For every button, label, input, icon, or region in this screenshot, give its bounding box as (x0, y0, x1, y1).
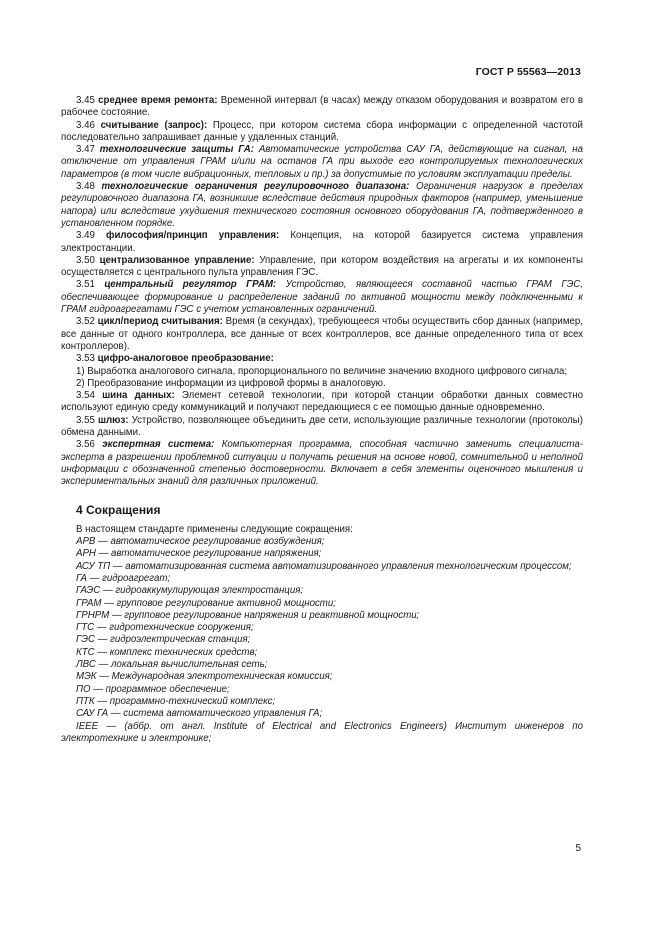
abbreviation: ГТС (76, 622, 95, 634)
definition-item (61, 390, 583, 415)
abbreviation: ГЭС (76, 634, 95, 646)
abbreviation: АСУ ТП (76, 560, 111, 572)
definition-term: цикл/период считывания: (97, 316, 223, 328)
abbreviation: ПО (76, 683, 91, 695)
abbreviation-item: ГА — гидроагрегат; (76, 572, 171, 584)
abbreviation-item: САУ ГА — система автоматического управления ГА; (76, 708, 323, 720)
definition-text: Устройство, являющееся составной частью ГРАМ ГЭС, обеспечивающее формирование и распределение заданий по активной мощности между подключенными к ГРАМ гидроагрегатами ГЭС с учетом установленных ограничений. (61, 279, 583, 316)
list-item: 1) Выработка аналогового сигнала, пропорционального по величине значению входного цифрового сигнала; (76, 365, 568, 377)
page-body (61, 95, 583, 745)
abbreviation-meaning: программно-технический комплекс; (109, 695, 276, 707)
definition-item (61, 439, 583, 488)
abbreviation-meaning: гидроэлектрическая станция; (110, 634, 251, 646)
abbreviation-meaning: автоматизированная система автоматизированного управления технологическим процессом; (125, 560, 572, 572)
abbreviation: ГРАМ (76, 597, 102, 609)
definition-text: Устройство, позволяющее объединить две сети, использующие различные технологии (протоколы) обмена данными. (61, 414, 583, 439)
abbreviation-item: МЭК — Международная электротехническая комиссия; (76, 671, 333, 683)
definition-item (61, 95, 583, 120)
abbreviation-meaning: гидроагрегат; (102, 572, 171, 584)
definition-item (61, 255, 583, 280)
definition-text: Временной интервал (в часах) между отказом оборудования и возвратом его в рабочее состояние. (61, 95, 583, 119)
abbreviation: АРВ (76, 536, 96, 548)
abbreviation-meaning: автоматическое регулирование напряжения; (111, 548, 322, 560)
definition-term: центральный регулятор ГРАМ: (104, 279, 277, 291)
definition-item (61, 353, 583, 365)
definition-text: Ограничения нагрузок в пределах регулировочного диапазона ГА, возникшие вследствие действия природных факторов (например, уменьшение напора) или вследствие ухудшения технического состояния основного оборудования ГА, подтвержденного в установленном порядке. (61, 181, 583, 229)
abbreviation-meaning: (аббр. от англ. Institute of Electrical and Electronics Engineers) Институт инженеров по электротехнике и электронике; (61, 720, 584, 744)
section-title: 4 Сокращения (76, 502, 161, 517)
definition-term: централизованное управление: (99, 254, 255, 266)
abbreviation-item: ПТК — программно-технический комплекс; (76, 695, 276, 707)
definition-term: технологические защиты ГА: (99, 144, 254, 156)
abbreviation-item: КТС — комплекс технических средств; (76, 646, 258, 658)
abbreviation-item: АРВ — автоматическое регулирование возбуждения; (76, 536, 325, 548)
abbreviation-item: АСУ ТП — автоматизированная система автоматизированного управления технологическим процессом; (76, 560, 572, 572)
definition-item (61, 415, 583, 440)
definition-term: считывание (запрос): (100, 119, 208, 131)
definition-number: 3.53 (76, 353, 95, 365)
abbreviation-item: ЛВС — локальная вычислительная сеть; (76, 659, 268, 671)
abbreviation-meaning: гидротехнические сооружения; (109, 622, 254, 634)
definition-term: шина данных: (102, 390, 175, 402)
abbreviation-meaning: автоматическое регулирование возбуждения; (110, 536, 325, 548)
definition-item (61, 279, 583, 316)
definition-number: 3.50 (76, 254, 95, 266)
definition-text: Время (в секундах), требующееся чтобы осуществить сбор данных (например, все данные от одного контроллера, все данные от всех контроллеров, все данные определенного типа от всех контроллеров). (61, 316, 583, 352)
abbreviation-item: ПО — программное обеспечение; (76, 683, 230, 695)
abbreviations-list (61, 536, 583, 745)
definition-text: Автоматические устройства САУ ГА, действующие на сигнал, на отключение от управления ГРАМ и/или на останов ГА при выходе его контролируемых технологических параметров (в том числе вибрационных, тепловых и пр.) за допустимые по условиям эксплуатации пределы. (61, 144, 583, 180)
abbreviation-meaning: групповое регулирование активной мощности; (116, 597, 336, 609)
abbreviation-item: ГАЭС — гидроаккумулирующая электростанция; (76, 585, 304, 597)
definition-number: 3.51 (76, 279, 95, 291)
definition-text: Компьютерная программа, способная частично заменить специалиста-эксперта в разрешении проблемной ситуации и получать решения на основе новой, сомнительной и неполной информации с обозначенной степенью достоверности. Включает в себя элементы оценочного мышления и экспериментальных знаний для различных приложений. (61, 439, 583, 488)
definition-item (61, 144, 583, 181)
abbreviation: ПТК (76, 695, 95, 707)
abbreviation: КТС (76, 646, 95, 658)
definition-number: 3.45 (76, 95, 95, 106)
abbreviation-meaning: система автоматического управления ГА; (123, 708, 323, 720)
abbreviation-item: ГРНРМ — групповое регулирование напряжения и реактивной мощности; (76, 609, 420, 621)
section-intro: В настоящем стандарте применены следующие сокращения: (76, 523, 353, 535)
definition-item (61, 120, 583, 145)
definition-number: 3.49 (76, 230, 95, 242)
definition-text: Концепция, на которой базируется система управления электростанции. (61, 230, 583, 254)
definition-item (61, 181, 583, 230)
abbreviation-item: ГТС — гидротехнические сооружения; (76, 622, 254, 634)
definition-term: философия/принцип управления: (105, 230, 280, 242)
definition-text: Процесс, при котором система сбора информации с определенной частотой последовательно запрашивает данные у удаленных станций. (61, 119, 583, 143)
abbreviation-item: ГЭС — гидроэлектрическая станция; (76, 634, 251, 646)
abbreviation: ГА (76, 572, 87, 584)
definition-number: 3.52 (76, 316, 95, 328)
definition-text: Элемент сетевой технологии, при которой станции обработки данных совместно используют единую среду коммуникаций и получают передающиеся с ее помощью данные одновременно. (61, 390, 583, 414)
definition-term: технологические ограничения регулировочного диапазона: (101, 181, 410, 193)
abbreviation-item: ГРАМ — групповое регулирование активной мощности; (76, 597, 336, 609)
abbreviation-item: IEEE — (аббр. от англ. Institute of Electrical and Electronics Engineers) Институт инженеров по электротехнике и электронике; (61, 720, 584, 744)
abbreviation-meaning: Международная электротехническая комиссия; (111, 671, 333, 683)
abbreviation: АРН (76, 548, 96, 560)
definition-term: среднее время ремонта: (98, 95, 218, 106)
definition-number: 3.46 (76, 119, 95, 131)
definition-number: 3.48 (76, 181, 95, 193)
definition-text: Управление, при котором воздействия на агрегаты и их компоненты осуществляется с центрального пульта управления ГЭС. (61, 254, 583, 279)
abbreviation: IEEE (76, 720, 99, 732)
definition-item (61, 230, 583, 255)
abbreviation-meaning: комплекс технических средств; (109, 646, 258, 658)
abbreviation-item: АРН — автоматическое регулирование напряжения; (76, 548, 322, 560)
abbreviation-meaning: гидроаккумулирующая электростанция; (115, 585, 304, 597)
definitions-list-2 (61, 390, 583, 488)
definition-item (61, 316, 583, 353)
definitions-list (61, 95, 583, 366)
definition-number: 3.56 (76, 439, 95, 451)
abbreviation: ГРНРМ (76, 609, 110, 621)
definition-term: шлюз: (97, 414, 129, 426)
abbreviation-meaning: локальная вычислительная сеть; (110, 659, 268, 671)
definition-number: 3.47 (76, 144, 95, 156)
abbreviation-meaning: программное обеспечение; (105, 683, 230, 695)
page-number: 5 (575, 843, 581, 854)
definition-number: 3.54 (76, 390, 95, 402)
definition-term: цифро-аналоговое преобразование: (97, 353, 274, 365)
definition-term: экспертная система: (102, 439, 215, 451)
abbreviation-meaning: групповое регулирование напряжения и реактивной мощности; (124, 609, 420, 621)
abbreviation: МЭК (76, 671, 97, 683)
definition-number: 3.55 (76, 414, 95, 426)
list-item: 2) Преобразование информации из цифровой формы в аналоговую. (76, 377, 386, 389)
abbreviation: ГАЭС (76, 585, 101, 597)
abbreviation: САУ ГА (76, 708, 109, 720)
document-header: ГОСТ Р 55563—2013 (475, 66, 581, 78)
abbreviation: ЛВС (76, 659, 96, 671)
